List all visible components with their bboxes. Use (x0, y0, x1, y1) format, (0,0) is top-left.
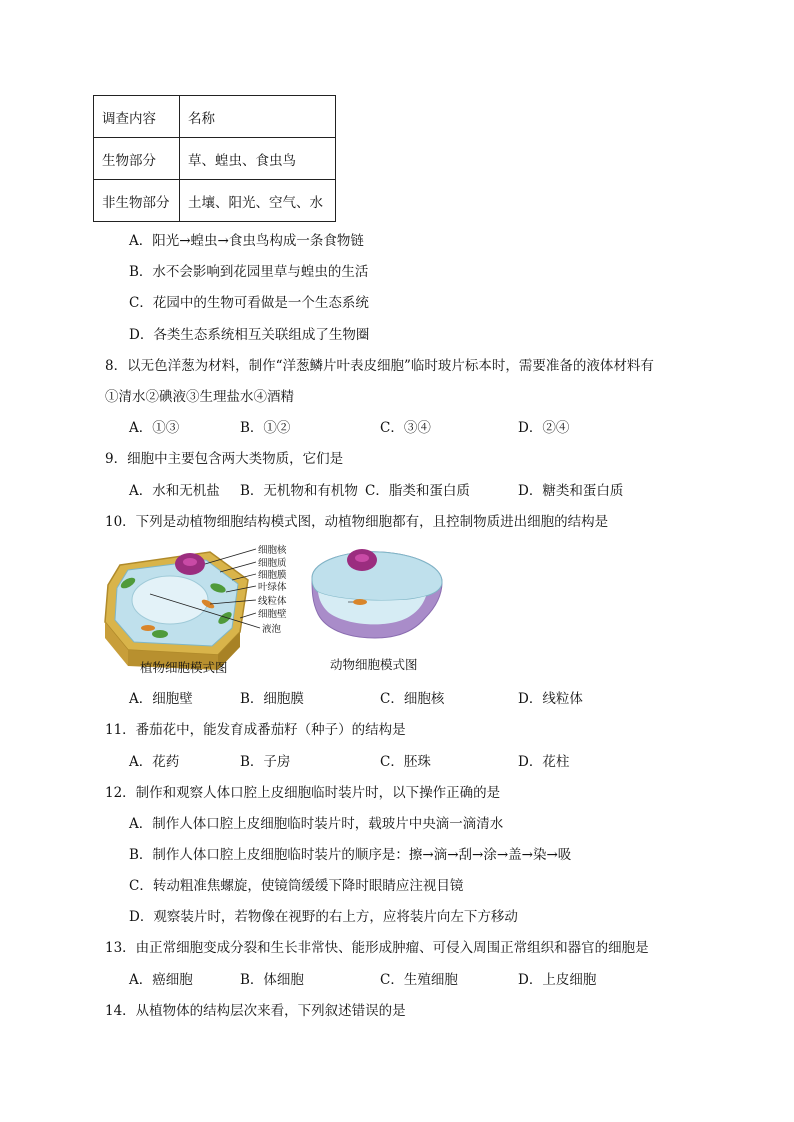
table-cell: 名称 (180, 96, 336, 138)
q9-stem: 9．细胞中主要包含两大类物质，它们是 (105, 451, 344, 467)
q12-option-a: A．制作人体口腔上皮细胞临时装片时，载玻片中央滴一滴清水 (129, 816, 504, 832)
table-row (94, 180, 336, 222)
q13-option-d: D．上皮细胞 (518, 972, 597, 988)
label-nucleus: 细胞核 (258, 545, 287, 556)
table-cell: 非生物部分 (94, 180, 180, 222)
q10-option-d: D．线粒体 (518, 691, 583, 707)
label-cell-membrane: 细胞膜 (258, 570, 287, 581)
q7-option-a: A．阳光→蝗虫→食虫鸟构成一条食物链 (129, 233, 364, 249)
q10-option-c: C．细胞核 (380, 691, 445, 707)
label-cell-wall: 细胞壁 (258, 609, 287, 620)
label-cytoplasm: 细胞质 (258, 558, 287, 569)
q9-option-c: C．脂类和蛋白质 (365, 483, 470, 499)
q9-option-a: A．水和无机盐 (129, 483, 220, 499)
q11-option-a: A．花药 (129, 754, 180, 770)
label-mitochondria: 线粒体 (258, 596, 287, 607)
q8-option-c: C．③④ (380, 420, 431, 436)
q11-option-d: D．花柱 (518, 754, 570, 770)
q8-stem: 8．以无色洋葱为材料，制作“洋葱鳞片叶表皮细胞”临时玻片标本时，需要准备的液体材料有 (105, 358, 654, 374)
animal-cell-illustration (312, 549, 442, 638)
q13-option-a: A．癌细胞 (129, 972, 193, 988)
q12-stem: 12．制作和观察人体口腔上皮细胞临时装片时，以下操作正确的是 (105, 785, 501, 801)
q7-option-c: C．花园中的生物可看做是一个生态系统 (129, 295, 369, 311)
q10-option-b: B．细胞膜 (240, 691, 304, 707)
q7-option-d: D．各类生态系统相互关联组成了生物圈 (129, 327, 370, 343)
q8-option-d: D．②④ (518, 420, 570, 436)
q13-stem: 13．由正常细胞变成分裂和生长非常快、能形成肿瘤、可侵入周围正常组织和器官的细胞是 (105, 940, 649, 956)
q11-stem: 11．番茄花中，能发育成番茄籽（种子）的结构是 (105, 722, 406, 738)
table-cell: 草、蝗虫、食虫鸟 (180, 138, 336, 180)
q13-option-c: C．生殖细胞 (380, 972, 458, 988)
q12-option-c: C．转动粗准焦螺旋，使镜筒缓缓下降时眼睛应注视目镜 (129, 878, 464, 894)
q8-option-a: A．①③ (129, 420, 180, 436)
q8-stem-continued: ①清水②碘液③生理盐水④酒精 (105, 389, 294, 405)
q13-option-b: B．体细胞 (240, 972, 304, 988)
q12-option-d: D．观察装片时，若物像在视野的右上方，应将装片向左下方移动 (129, 909, 518, 925)
q14-stem: 14．从植物体的结构层次来看，下列叙述错误的是 (105, 1003, 406, 1019)
animal-cell-caption: 动物细胞模式图 (330, 657, 418, 672)
q10-option-a: A．细胞壁 (129, 691, 193, 707)
label-vacuole: 液泡 (262, 624, 282, 635)
q11-option-b: B．子房 (240, 754, 291, 770)
survey-table (93, 95, 336, 222)
q10-stem: 10．下列是动植物细胞结构模式图，动植物细胞都有，且控制物质进出细胞的结构是 (105, 514, 609, 530)
table-cell: 调查内容 (94, 96, 180, 138)
q9-option-b: B．无机物和有机物 (240, 483, 358, 499)
table-cell: 土壤、阳光、空气、水 (180, 180, 336, 222)
q9-option-d: D．糖类和蛋白质 (518, 483, 624, 499)
table-header-row (94, 96, 336, 138)
q12-option-b: B．制作人体口腔上皮细胞临时装片的顺序是：擦→滴→刮→涂→盖→染→吸 (129, 847, 572, 863)
q7-option-b: B．水不会影响到花园里草与蝗虫的生活 (129, 264, 369, 280)
q11-option-c: C．胚珠 (380, 754, 431, 770)
plant-cell-illustration (105, 552, 248, 670)
table-cell: 生物部分 (94, 138, 180, 180)
plant-cell-caption: 植物细胞模式图 (140, 660, 228, 675)
label-chloroplast: 叶绿体 (258, 582, 287, 593)
q8-option-b: B．①② (240, 420, 291, 436)
table-row (94, 138, 336, 180)
